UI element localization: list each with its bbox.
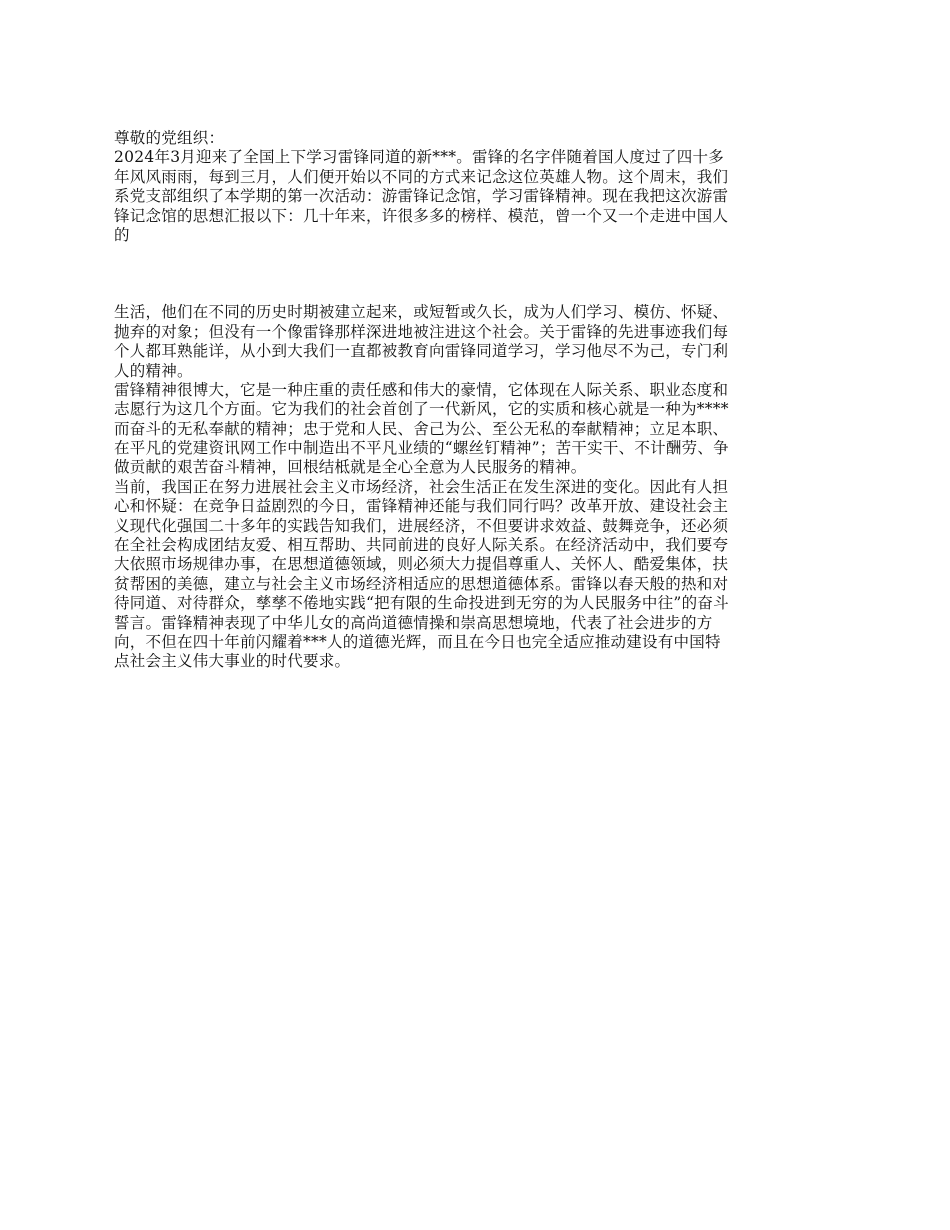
text-line: 个人都耳熟能详，从小到大我们一直都被教育向雷锋同道学习，学习他尽不为己，专门利: [114, 342, 729, 361]
text-line: 贫帮困的美德，建立与社会主义市场经济相适应的思想道德体系。雷锋以春天般的热和对: [114, 574, 729, 593]
text-line: 向，不但在四十年前闪耀着***人的道德光辉，而且在今日也完全适应推动建设有中国特: [114, 632, 721, 651]
text-line: 在平凡的党建资讯网工作中制造出不平凡业绩的“螺丝钉精神”；苦干实干、不计酬劳、争: [114, 439, 729, 458]
text-line: 而奋斗的无私奉献的精神；忠于党和人民、舍己为公、至公无私的奉献精神；立足本职、: [114, 419, 729, 438]
text-line: 点社会主义伟大事业的时代要求。: [114, 652, 351, 671]
text-line: 当前，我国正在努力进展社会主义市场经济，社会生活正在发生深进的变化。因此有人担: [114, 477, 729, 496]
text-line: 年风风雨雨，每到三月，人们便开始以不同的方式来记念这位英雄人物。这个周末，我们: [114, 167, 729, 186]
text-line: 义现代化强国二十多年的实践告知我们，进展经济，不但要讲求效益、鼓舞竞争，还必须: [114, 516, 729, 535]
text-line: 雷锋精神很博大，它是一种庄重的责任感和伟大的豪情，它体现在人际关系、职业态度和: [114, 380, 729, 399]
text-line: 誓言。雷锋精神表现了中华儿女的高尚道德情操和崇高思想境地，代表了社会进步的方: [114, 613, 713, 632]
salutation: 尊敬的党组织：: [114, 129, 225, 147]
text-line: 生活，他们在不同的历史时期被建立起来，或短暂或久长，成为人们学习、模仿、怀疑、: [114, 303, 729, 322]
text-line: 2024年3月迎来了全国上下学习雷锋同道的新***。雷锋的名字伴随着国人度过了四十多: [114, 148, 725, 167]
text-line: 心和怀疑：在竞争日益剧烈的今日，雷锋精神还能与我们同行吗？改革开放、建设社会主: [114, 497, 729, 516]
text-line: 系党支部组织了本学期的第一次活动：游雷锋记念馆，学习雷锋精神。现在我把这次游雷: [114, 187, 729, 206]
text-line: 锋记念馆的思想汇报以下：几十年来，许很多多的榜样、模范，曾一个又一个走进中国人: [114, 206, 729, 225]
text-line: 的: [114, 225, 130, 244]
text-line: 人的精神。: [114, 361, 193, 380]
text-line: 待同道、对待群众，孳孳不倦地实践“把有限的生命投进到无穷的为人民服务中往”的奋斗: [114, 594, 729, 613]
text-line: 抛弃的对象；但没有一个像雷锋那样深进地被注进这个社会。关于雷锋的先进事迹我们每: [114, 322, 729, 341]
page-break-gap: [114, 245, 840, 303]
text-line: 做贡献的艰苦奋斗精神，回根结柢就是全心全意为人民服务的精神。: [114, 458, 587, 477]
text-line: 在全社会构成团结友爱、相互帮助、共同前进的良好人际关系。在经济活动中，我们要夸: [114, 536, 729, 555]
document-body: [114, 129, 840, 672]
text-line: 志愿行为这几个方面。它为我们的社会首创了一代新风，它的实质和核心就是一种为****: [114, 400, 729, 419]
text-line: 大依照市场规律办事，在思想道德领域，则必须大力提倡尊重人、关怀人、酷爱集体，扶: [114, 555, 729, 574]
